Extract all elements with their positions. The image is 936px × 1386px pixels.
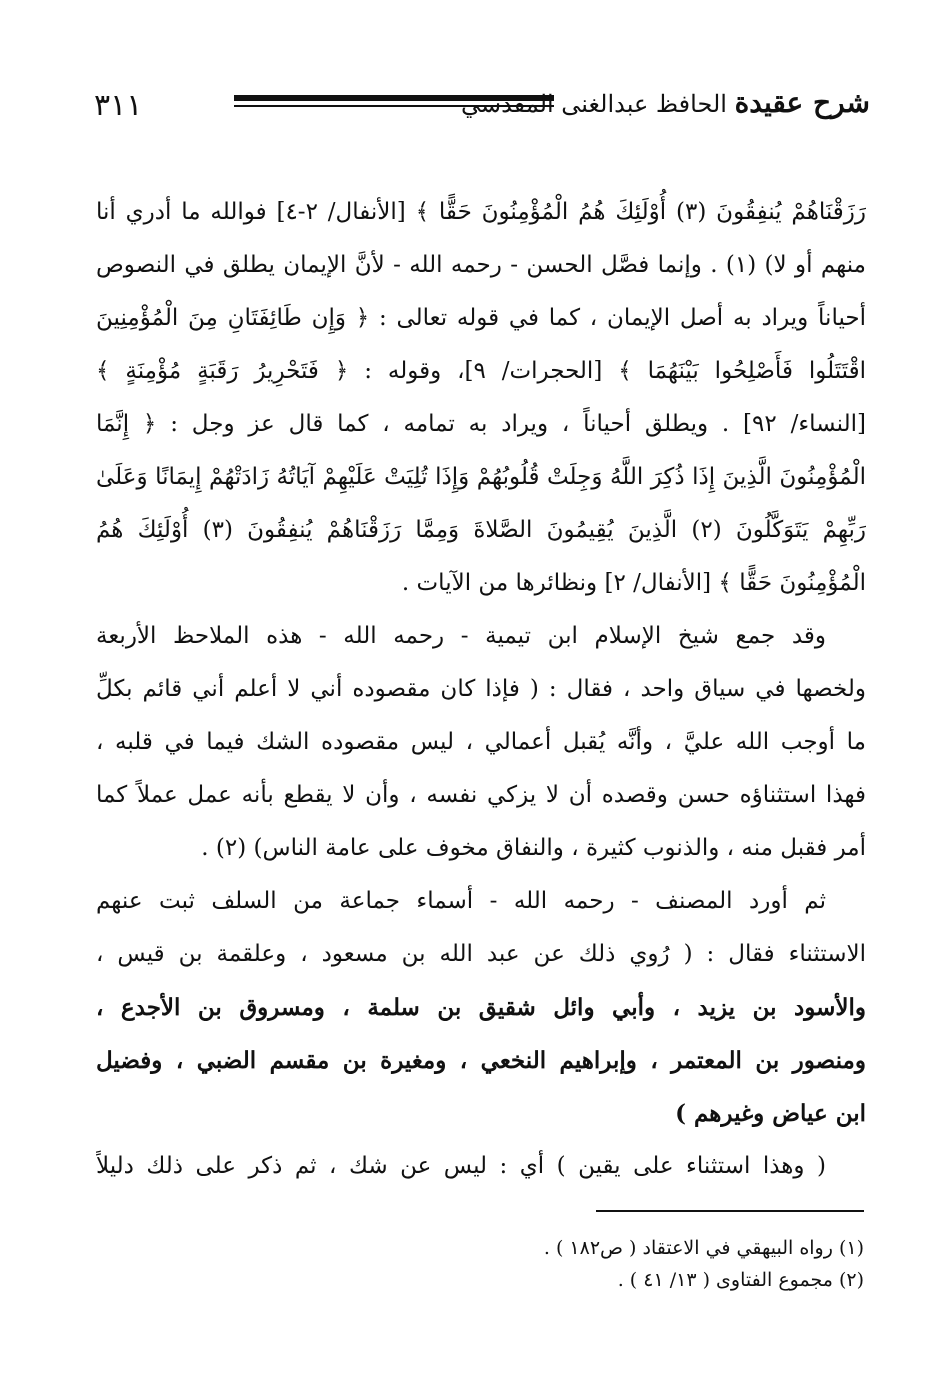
text-line: [النساء/ ٩٢] . ويطلق أحياناً ، ويراد به تمامه ، كما قال عز وجل : ﴿ إِنَّمَا bbox=[96, 411, 866, 437]
text-line: ومنصور بن المعتمر ، وإبراهيم النخعي ، ومغيرة بن مقسم الضبي ، وفضيل bbox=[96, 1047, 866, 1074]
footnote-1: (١) رواه البيهقي في الاعتقاد ( ص١٨٢ ) . bbox=[543, 1237, 864, 1259]
text-line: الْمُؤْمِنُونَ حَقًّا ﴾ [الأنفال/ ٢] ونظائرها من الآيات . bbox=[401, 570, 866, 596]
text-line: ولخصها في سياق واحد ، فقال : ( فإذا كان مقصوده أني لا أعلم أني قائم بكلِّ bbox=[96, 676, 866, 702]
text-line: منهم أو لا) (١) . وإنما فصَّل الحسن - رحمه الله - لأنَّ الإيمان يطلق في النصوص bbox=[96, 252, 866, 278]
text-line: الاستثناء فقال : ( رُوي ذلك عن عبد الله بن مسعود ، وعلقمة بن قيس ، bbox=[96, 941, 866, 967]
running-title-rest: الحافظ عبدالغنى المقدسي bbox=[460, 90, 727, 118]
main-text bbox=[96, 186, 866, 1193]
text-line: ثم أورد المصنف - رحمه الله - أسماء جماعة من السلف ثبت عنهم bbox=[96, 888, 826, 914]
text-line: أحياناً ويراد به أصل الإيمان ، كما في قوله تعالى : ﴿ وَإِن طَائِفَتَانِ مِنَ الْمُؤْمِنِينَ bbox=[96, 305, 866, 331]
text-line: وقد جمع شيخ الإسلام ابن تيمية - رحمه الله - هذه الملاحظ الأربعة bbox=[96, 623, 826, 649]
running-title bbox=[461, 86, 870, 119]
text-line: رَزَقْنَاهُمْ يُنفِقُونَ (٣) أُوْلَئِكَ هُمُ الْمُؤْمِنُونَ حَقًّا ﴾ [الأنفال/ ٢-٤] فوالله ما أدري أنا bbox=[96, 199, 866, 225]
footnote-separator bbox=[596, 1210, 864, 1212]
text-line: اقْتَتَلُوا فَأَصْلِحُوا بَيْنَهُمَا ﴾ [الحجرات/ ٩]، وقوله : ﴿ فَتَحْرِيرُ رَقَبَةٍ مُؤْمِنَةٍ ﴾ bbox=[96, 358, 866, 384]
page-header bbox=[70, 86, 870, 126]
page-number: ٣١١ bbox=[94, 88, 143, 123]
text-line: ما أوجب الله عليَّ ، وأنَّه يُقبل أعمالي ، ليس مقصوده الشك فيما في قلبه ، bbox=[96, 729, 866, 755]
text-line: رَبِّهِمْ يَتَوَكَّلُونَ (٢) الَّذِينَ يُقِيمُونَ الصَّلاةَ وَمِمَّا رَزَقْنَاهُمْ يُنفِقُونَ (٣) أُوْلَئِكَ هُمُ bbox=[96, 517, 866, 543]
text-line: ( وهذا استثناء على يقين ) أي : ليس عن شك ، ثم ذكر على ذلك دليلاً bbox=[96, 1153, 826, 1179]
text-line: ابن عياض وغيرهم ) bbox=[675, 1100, 866, 1127]
footnote-2: (٢) مجموع الفتاوى ( ١٣/ ٤١ ) . bbox=[617, 1269, 864, 1291]
text-line: والأسود بن يزيد ، وأبي وائل شقيق بن سلمة ، ومسروق بن الأجدع ، bbox=[96, 994, 866, 1021]
text-line: الْمُؤْمِنُونَ الَّذِينَ إِذَا ذُكِرَ اللَّهُ وَجِلَتْ قُلُوبُهُمْ وَإِذَا تُلِيَتْ عَلَيْهِمْ آيَاتُهُ زَادَتْهُمْ إِيمَانًا وَعَلَىٰ bbox=[96, 464, 866, 490]
running-title-bold: شرح عقيدة bbox=[734, 86, 870, 119]
text-line: أمر فقبل منه ، والذنوب كثيرة ، والنفاق مخوف على عامة الناس) (٢) . bbox=[201, 835, 866, 861]
text-line: فهذا استثناؤه حسن وقصده أن لا يزكي نفسه ، وأن لا يقطع بأنه عمل عملاً كما bbox=[96, 782, 866, 808]
footnotes bbox=[544, 1232, 864, 1296]
